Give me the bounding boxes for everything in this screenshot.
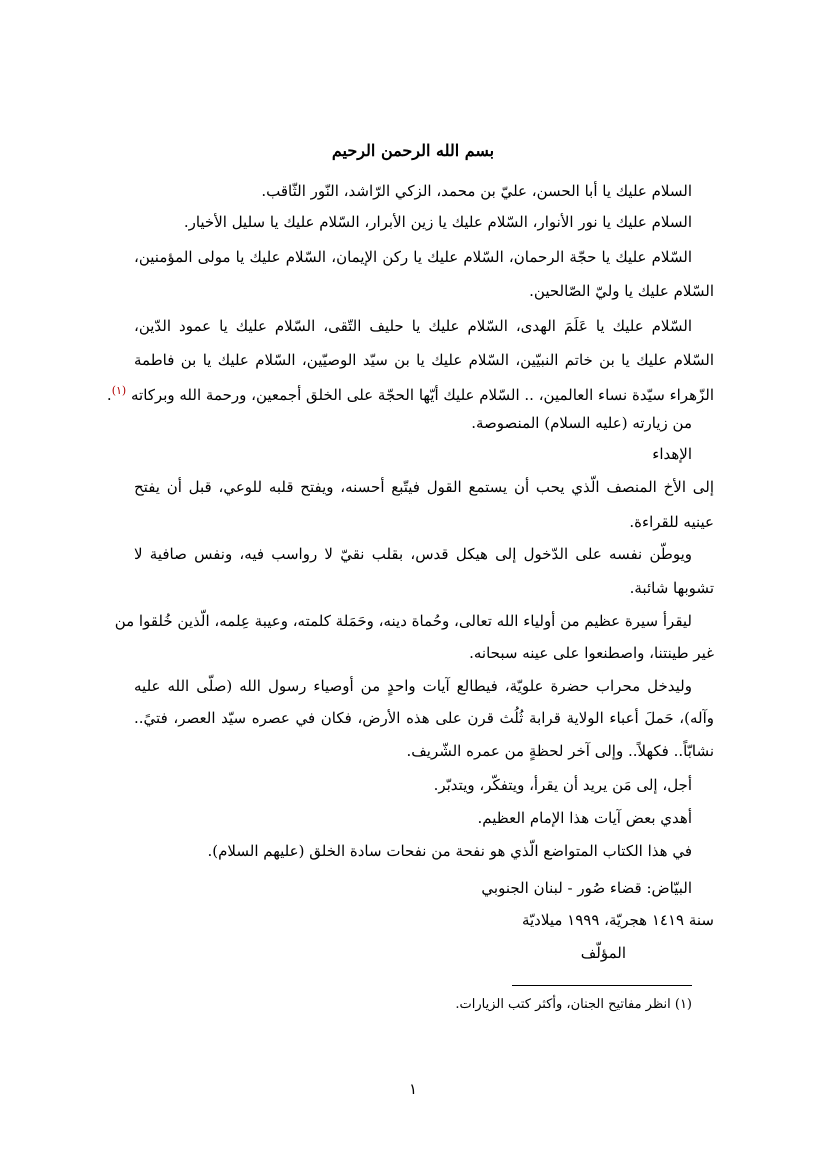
source-note: من زيارته (عليه السلام) المنصوصة. bbox=[471, 414, 692, 432]
signature-place: البيّاض: قضاء صُور - لبنان الجنوبي bbox=[481, 879, 692, 897]
dedication-line: ليقرأ سيرة عظيم من أولياء الله تعالى، وحُماة دينه، وحَمَلة كلمته، وعيبة عِلمه، الّذين خُلقوا من bbox=[114, 612, 692, 630]
dedication-line: نشابّاً.. فكهلاً.. وإلى آخر لحظةٍ من عمره الشّريف. bbox=[406, 742, 714, 760]
dedication-line: غير طينتنا، واصطنعوا على عينه سبحانه. bbox=[469, 644, 714, 662]
salutation-line: السّلام عليك يا عَلَمَ الهدى، السّلام عليك يا حليف التّقى، السّلام عليك يا عمود الدّين، bbox=[134, 317, 692, 335]
salutation-line-text: الزّهراء سيّدة نساء العالمين، .. السّلام عليك أيّها الحجّة على الخلق أجمعين، ورحمة الله وبركاته bbox=[131, 386, 714, 404]
salutation-line: السلام عليك يا نور الأنوار، السّلام عليك يا زين الأبرار، السّلام عليك يا سليل الأخيار. bbox=[183, 213, 692, 231]
signature-author: المؤلّف bbox=[580, 944, 626, 962]
salutation-line: السّلام عليك يا حجّة الرحمان، السّلام عليك يا ركن الإيمان، السّلام عليك يا مولى المؤمنين، bbox=[134, 248, 692, 266]
dedication-line: وآله)، حَملَ أعباء الولاية قرابة ثُلُث قرن على هذه الأرض، فكان في عصره سيّد العصر، فتيً.. bbox=[134, 709, 714, 727]
dedication-line: أجل، إلى مَن يريد أن يقرأ، ويتفكّر، ويتدبّر. bbox=[433, 776, 692, 794]
footnote-text: (١) انظر مفاتيح الجنان، وأكثر كتب الزيارات. bbox=[455, 997, 692, 1012]
dedication-line: ويوطّن نفسه على الدّخول إلى هيكل قدس، بقلب نقيّ لا رواسب فيه، ونفس صافية لا bbox=[134, 545, 692, 563]
dedication-heading: الإهداء bbox=[652, 445, 692, 463]
page-title: بسم الله الرحمن الرحيم bbox=[331, 141, 495, 160]
page-number: ١ bbox=[408, 1080, 418, 1098]
dedication-line: وليدخل محراب حضرة علويّة، فيطالع آيات واحدٍ من أوصياء رسول الله (صلّى الله عليه bbox=[134, 677, 692, 695]
salutation-line: السّلام عليك يا بن خاتم النبيّين، السّلام عليك يا بن سيّد الوصيّين، السّلام عليك يا بن فاطمة bbox=[134, 351, 714, 369]
signature-date: سنة ١٤١٩ هجريّة، ١٩٩٩ ميلاديّة bbox=[521, 911, 714, 929]
salutation-line: السلام عليك يا أبا الحسن، عليّ بن محمد، الزكي الرّاشد، النّور الثّاقب. bbox=[261, 182, 692, 200]
dedication-line: تشوبها شائبة. bbox=[629, 579, 714, 597]
closing-period: . bbox=[106, 386, 112, 404]
footnote-marker: (١) bbox=[111, 384, 127, 397]
footnote-divider bbox=[512, 985, 692, 986]
dedication-line: عينيه للقراءة. bbox=[629, 513, 714, 531]
salutation-line-final bbox=[107, 381, 714, 405]
dedication-line: إلى الأخ المنصف الّذي يحب أن يستمع القول فيتّبع أحسنه، ويفتح قلبه للوعي، قبل أن يفتح bbox=[134, 478, 714, 496]
dedication-line: أهدي بعض آيات هذا الإمام العظيم. bbox=[477, 809, 692, 827]
dedication-line: في هذا الكتاب المتواضع الّذي هو نفحة من نفحات سادة الخلق (عليهم السلام). bbox=[207, 842, 692, 860]
salutation-line: السّلام عليك يا وليّ الصّالحين. bbox=[529, 282, 714, 300]
